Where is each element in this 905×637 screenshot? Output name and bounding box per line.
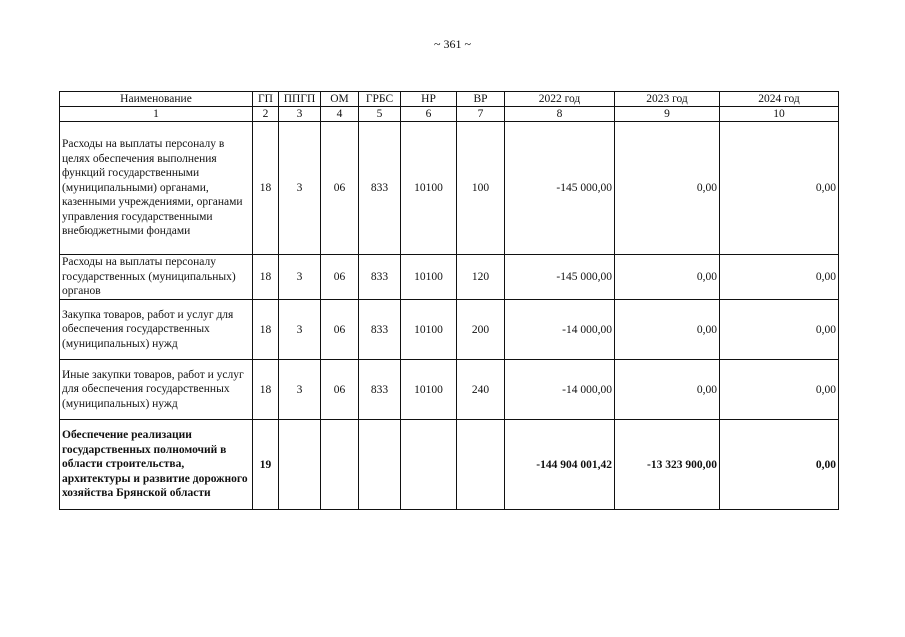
cell-grbs: 833 (359, 300, 401, 360)
cell-2023: -13 323 900,00 (615, 420, 720, 510)
cell-2024: 0,00 (720, 300, 839, 360)
table-row (60, 300, 839, 360)
header-gp: ГП (253, 92, 279, 107)
cell-2023: 0,00 (615, 300, 720, 360)
page-number: ~ 361 ~ (434, 37, 471, 51)
row-name: Иные закупки товаров, работ и услуг для обеспечения государственных (муниципальных) нужд (60, 360, 253, 420)
column-number: 3 (279, 107, 321, 122)
cell-om: 06 (321, 122, 359, 255)
cell-grbs: 833 (359, 255, 401, 300)
cell-vr (457, 420, 505, 510)
cell-ppgp: 3 (279, 255, 321, 300)
cell-gp: 19 (253, 420, 279, 510)
table-row-total (60, 420, 839, 510)
cell-ppgp: 3 (279, 300, 321, 360)
cell-2022: -14 000,00 (505, 300, 615, 360)
cell-nr: 10100 (401, 300, 457, 360)
cell-om: 06 (321, 255, 359, 300)
header-2024: 2024 год (720, 92, 839, 107)
row-name: Расходы на выплаты персоналу государственных (муниципальных) органов (60, 255, 253, 300)
cell-gp: 18 (253, 122, 279, 255)
cell-ppgp: 3 (279, 360, 321, 420)
cell-om (321, 420, 359, 510)
cell-om: 06 (321, 300, 359, 360)
header-grbs: ГРБС (359, 92, 401, 107)
column-number: 7 (457, 107, 505, 122)
header-nr: НР (401, 92, 457, 107)
cell-nr (401, 420, 457, 510)
cell-2023: 0,00 (615, 122, 720, 255)
cell-ppgp (279, 420, 321, 510)
column-number: 5 (359, 107, 401, 122)
column-number-row (60, 107, 839, 122)
cell-2024: 0,00 (720, 255, 839, 300)
header-om: ОМ (321, 92, 359, 107)
cell-2024: 0,00 (720, 420, 839, 510)
cell-ppgp: 3 (279, 122, 321, 255)
column-number: 1 (60, 107, 253, 122)
row-name: Расходы на выплаты персоналу в целях обеспечения выполнения функций государственными (муниципальными) органами, казенными учреждениями, органами управления государственными внебюджетными фондами (60, 122, 253, 255)
cell-gp: 18 (253, 360, 279, 420)
cell-vr: 240 (457, 360, 505, 420)
cell-vr: 100 (457, 122, 505, 255)
column-number: 10 (720, 107, 839, 122)
cell-vr: 120 (457, 255, 505, 300)
cell-gp: 18 (253, 300, 279, 360)
cell-grbs: 833 (359, 360, 401, 420)
cell-gp: 18 (253, 255, 279, 300)
cell-2022: -14 000,00 (505, 360, 615, 420)
header-ppgp: ППГП (279, 92, 321, 107)
cell-grbs (359, 420, 401, 510)
header-2023: 2023 год (615, 92, 720, 107)
header-vr: ВР (457, 92, 505, 107)
column-number: 4 (321, 107, 359, 122)
table-row (60, 122, 839, 255)
cell-2022: -145 000,00 (505, 255, 615, 300)
column-number: 2 (253, 107, 279, 122)
cell-2023: 0,00 (615, 360, 720, 420)
cell-nr: 10100 (401, 122, 457, 255)
header-2022: 2022 год (505, 92, 615, 107)
cell-nr: 10100 (401, 360, 457, 420)
cell-2023: 0,00 (615, 255, 720, 300)
row-name: Закупка товаров, работ и услуг для обеспечения государственных (муниципальных) нужд (60, 300, 253, 360)
table-row (60, 360, 839, 420)
cell-om: 06 (321, 360, 359, 420)
cell-2022: -145 000,00 (505, 122, 615, 255)
column-number: 9 (615, 107, 720, 122)
table-row (60, 255, 839, 300)
cell-vr: 200 (457, 300, 505, 360)
header-name: Наименование (60, 92, 253, 107)
cell-grbs: 833 (359, 122, 401, 255)
column-number: 6 (401, 107, 457, 122)
cell-2024: 0,00 (720, 122, 839, 255)
cell-2024: 0,00 (720, 360, 839, 420)
cell-2022: -144 904 001,42 (505, 420, 615, 510)
header-row (60, 92, 839, 107)
row-name: Обеспечение реализации государственных полномочий в области строительства, архитектуры и развитие дорожного хозяйства Брянской области (60, 420, 253, 510)
cell-nr: 10100 (401, 255, 457, 300)
budget-table (59, 91, 839, 510)
column-number: 8 (505, 107, 615, 122)
